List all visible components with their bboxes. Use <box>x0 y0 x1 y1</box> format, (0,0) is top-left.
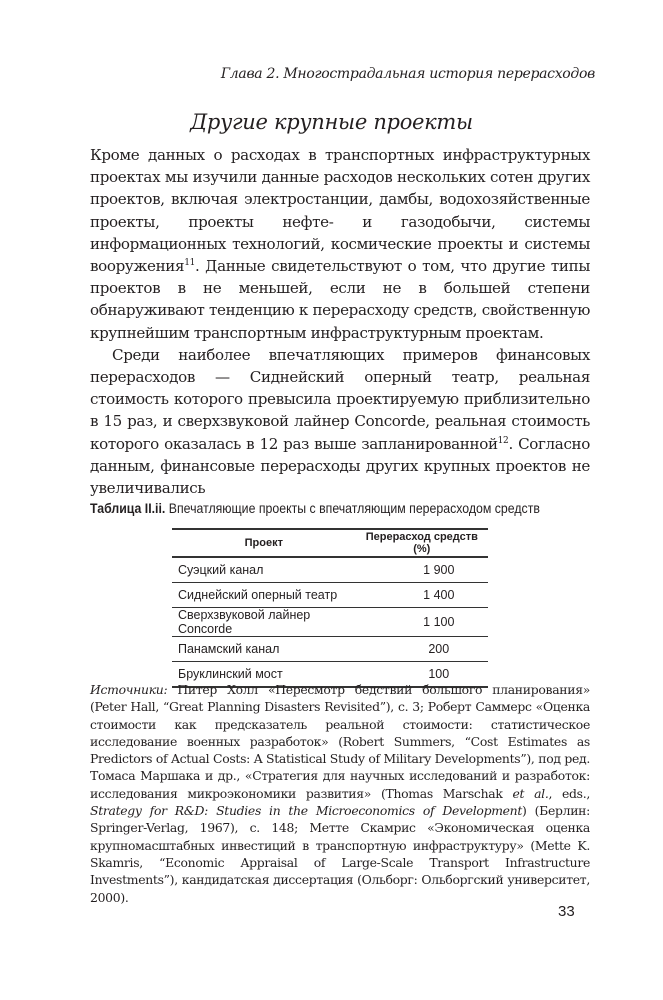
table-row <box>172 557 488 583</box>
table-sources: Источники: Питер Холл «Пересмотр бедствий большого планирования» (Peter Hall, “Great Planning Disasters Revisited”), с. 3; Роберт Саммерс «Оценка стоимости как предсказатель реальной стоимости: статистическое исследование военных разработок» (Robert Summers, “Cost Estimates as Predictors of Actual Costs: A Statistical Study of Military Developments”), под ред. Томаса Маршака и др., «Стратегия для научных исследований и разработок: исследования микроэкономики развития» (Thomas Marschak et al., eds., Strategy for R&D: Studies in the Microeconomics of Development) (Берлин: Springer-Verlag, 1967), с. 148; Метте Скамрис «Экономическая оценка крупномасштабных инвестиций в транспортную инфраструктуру» (Mette K. Skamris, “Economic Appraisal of Large-Scale Transport Infrastructure Investments”), кандидатская диссертация (Ольборг: Ольборгский университет, 2000). <box>90 682 591 905</box>
paragraph-1: Кроме данных о расходах в транспортных инфраструктурных проектах мы изучили данные расходов нескольких сотен других проектов, включая электростанции, дамбы, водохозяйственные проекты, проекты нефте- и газодобычи, системы информационных технологий, космические проекты и системы вооружения$^{11}$. Данные свидетельствуют о том, что другие типы проектов в не меньшей, если не в большей степени обнаруживают тенденцию к перерасходу средств, свойственную крупнейшим транспортным инфраструктурным проектам. <box>90 146 590 342</box>
overrun-table <box>172 528 488 688</box>
table-row <box>172 637 488 662</box>
overrun-value: 1 100 <box>356 608 488 637</box>
project-name: Сиднейский оперный театр <box>172 583 356 608</box>
project-name: Панамский канал <box>172 637 356 662</box>
overrun-value: 1 900 <box>356 557 488 583</box>
column-header-overrun: Перерасход средств (%) <box>356 529 488 557</box>
table-row <box>172 583 488 608</box>
running-head: Глава 2. Многострадальная история перерасходов <box>220 66 595 82</box>
book-title: Strategy for R&D: Studies in the Microeconomics of Development <box>90 803 523 819</box>
table-row <box>172 608 488 637</box>
paragraph-2: Среди наиболее впечатляющих примеров финансовых перерасходов — Сиднейский оперный театр, реальная стоимость которого превысила проектируемую приблизительно в 15 раз, и сверхзвуковой лайнер Concorde, реальная стоимость которого оказалась в 12 раз выше запланированной$^{12}$. Согласно данным, финансовые перерасходы других крупных проектов не увеличивались <box>90 345 590 498</box>
overrun-value: 200 <box>356 637 488 662</box>
overrun-value: 1 400 <box>356 583 488 608</box>
table-caption <box>90 500 540 516</box>
table-caption-label: Таблица II.ii. <box>90 500 166 516</box>
table-header-row <box>172 529 488 557</box>
project-name: Сверхзвуковой лайнер Concorde <box>172 608 356 637</box>
page-number: 33 <box>558 903 575 920</box>
column-header-project: Проект <box>172 529 356 557</box>
table-caption-text: Впечатляющие проекты с впечатляющим перерасходом средств <box>168 500 540 516</box>
footnote-ref-11[interactable]: 11 <box>184 257 195 268</box>
footnote-ref-12[interactable]: 12 <box>497 435 509 446</box>
project-name: Бруклинский мост <box>172 662 356 688</box>
sources-label: Источники: <box>90 682 168 697</box>
body-text <box>90 144 590 499</box>
project-name: Суэцкий канал <box>172 557 356 583</box>
section-title: Другие крупные проекты <box>190 110 473 134</box>
overrun-value: 100 <box>356 662 488 688</box>
